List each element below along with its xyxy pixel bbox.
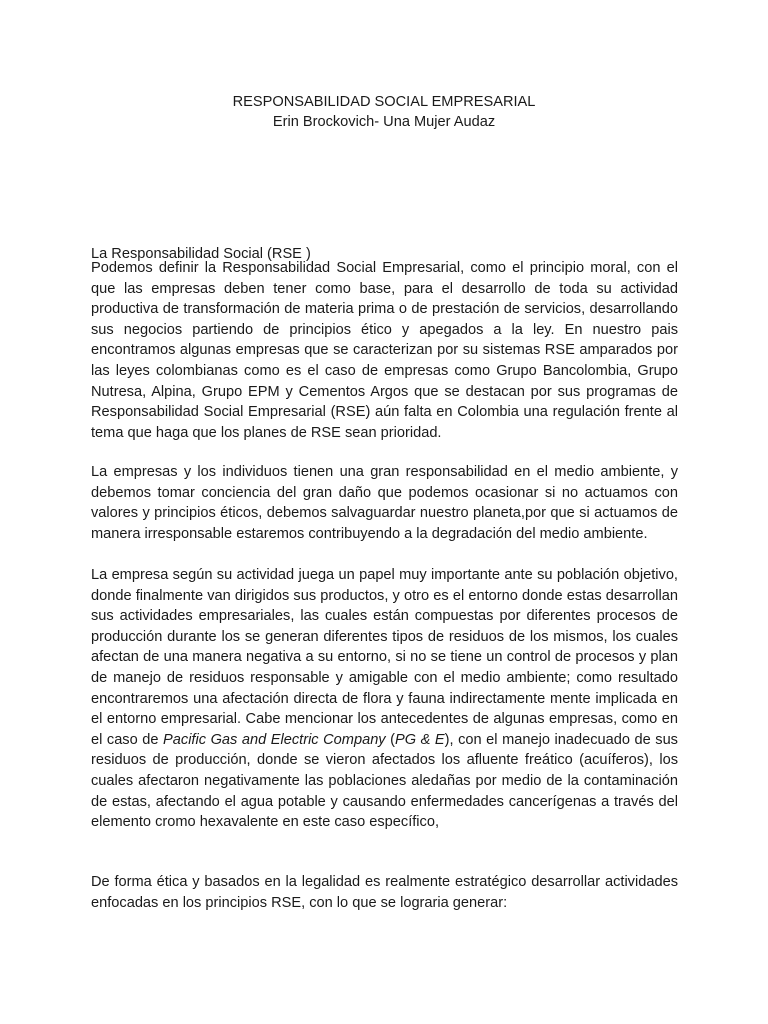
paragraph-2: La empresas y los individuos tienen una gran responsabilidad en el medio ambiente, y debemos tomar conciencia del gran daño que podemos ocasionar si no actuamos con valores y principios éticos, debemos salvaguardar nuestro planeta,por que si actuamos de manera irresponsable estaremos contribuyendo a la degradación del medio ambiente. (91, 464, 678, 542)
paragraph-3 (91, 565, 678, 833)
section-heading: La Responsabilidad Social (RSE ) (91, 246, 311, 262)
paragraph-3-text-before: La empresa según su actividad juega un papel muy importante ante su población objetivo, donde finalmente van dirigidos sus productos, y otro es el entorno donde estas desarrollan sus actividades empresariales, las cuales están compuestas por diferentes procesos de producción durante los se generan diferentes tipos de residuos de los mismos, los cuales afectan de una manera negativa a su entorno, si no se tiene un control de procesos y plan de manejo de residuos responsable y amigable con el medio ambiente; como resultado encontraremos una afectación directa de flora y fauna indirectamente mente implicada en el entorno empresarial. Cabe mencionar los antecedentes de algunas empresas, como en el caso de (91, 567, 678, 748)
company-name: Pacific Gas and Electric Company (163, 731, 386, 748)
paragraph-3-text-after: ), con el manejo inadecuado de sus residuos de producción, donde se vieron afectados los afluente freático (acuíferos), los cuales afectaron negativamente las poblaciones aledañas por medio de la contaminación de estas, afectando el agua potable y causando enfermedades cancerígenas a través del elemento cromo hexavalente en este caso específico, (91, 731, 678, 831)
paragraph-4: De forma ética y basados en la legalidad es realmente estratégico desarrollar actividades enfocadas en los principios RSE, con lo que se lograria generar: (91, 874, 678, 911)
document-title: RESPONSABILIDAD SOCIAL EMPRESARIAL (232, 94, 536, 110)
document-header (0, 92, 768, 132)
paren-open: ( (385, 731, 396, 748)
company-abbreviation: PG & E (395, 731, 445, 748)
document-subtitle: Erin Brockovich- Una Mujer Audaz (272, 114, 496, 130)
paragraph-1: Podemos definir la Responsabilidad Social Empresarial, como el principio moral, con el que las empresas deben tener como base, para el desarrollo de toda su actividad productiva de transformación de materia prima o de prestación de servicios, desarrollando sus negocios partiendo de principios ético y apegados a la ley. En nuestro pais encontramos algunas empresas que se caracterizan por su sistemas RSE amparados por las leyes colombianas como es el caso de empresas como Grupo Bancolombia, Grupo Nutresa, Alpina, Grupo EPM y Cementos Argos que se destacan por sus programas de Responsabilidad Social Empresarial (RSE) aún falta en Colombia una regulación frente al tema que haga que los planes de RSE sean prioridad. (91, 260, 678, 441)
